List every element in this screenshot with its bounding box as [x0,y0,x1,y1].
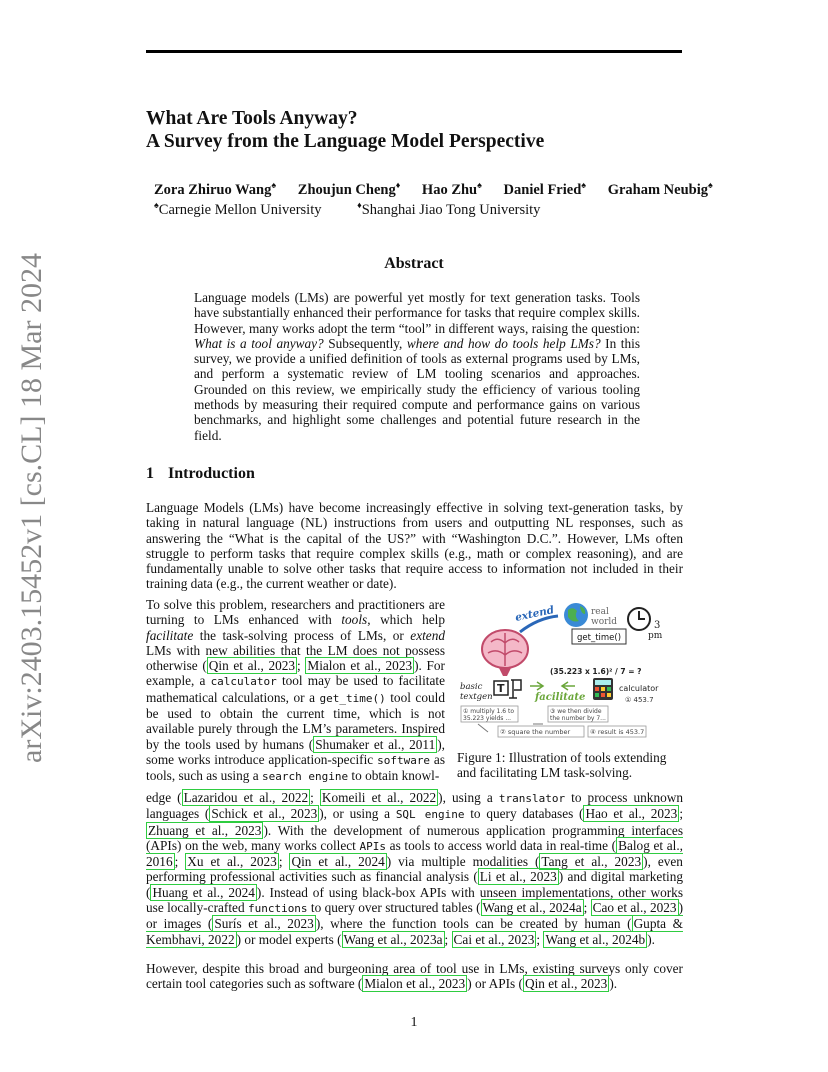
equation-label: (35.223 x 1.6)² / 7 = ? [550,667,642,676]
intro-paragraph-2: To solve this problem, researchers and practitioners are turning to LMs enhanced with tools, which help facilitate the task-solving process of LMs, or extend LMs with new abilities that the LM does not possess otherwise ( Qin et al., 2023 ; Mialon et al., 2023 ). For example, a calculator tool may be used to facilitate mathematical calculations, or a get_time() tool could be used to obtain the current time, which is not available purely through the LM’s parameters. Inspired by the tools used by humans ( Shumaker et al., 2011 ), some works introduce application-specific software as tools, such as using a search engine to obtain knowl- [146,597,446,784]
citation-link[interactable]: Tang et al., 2023 [541,854,642,870]
citation-link[interactable]: Gupta & Kembhavi, 2022 [146,916,683,947]
calc-result: ① 453.7 [625,696,654,704]
abstract-heading: Abstract [384,255,444,272]
intro-paragraph-4: However, despite this broad and burgeoning area of tool use in LMs, existing surveys only cover certain tool categories such as software ( Mialon et al., 2023 ) or APIs ( Qin et al., 2023 ). [146,961,683,992]
textgen-label: textgen [460,692,493,702]
title-line-2: A Survey from the Language Model Perspective [146,131,545,152]
step-3-line-2: the number by 7... [550,715,606,722]
citation-link[interactable]: Wang et al., 2024b [545,931,646,947]
citation-link[interactable]: Shumaker et al., 2011 [315,736,436,752]
svg-text:T: T [497,682,505,695]
clock-unit: pm [648,631,663,641]
facilitate-label: facilitate [535,692,586,703]
citation-link[interactable]: Schick et al., 2023 [211,806,318,822]
arxiv-stamp[interactable] [10,253,54,763]
citation-link[interactable]: Komeili et al., 2022 [321,790,437,805]
affiliations [154,200,572,219]
figure-1-illustration [458,598,686,744]
step-1-line-2: 35.223 yields ... [463,715,512,722]
real-label: real [591,607,609,617]
right-arrow-icon [530,682,543,690]
top-rule [146,50,682,53]
citation-link[interactable]: Cai et al., 2023 [453,931,535,947]
author-5: Graham Neubig♠ [607,180,713,198]
left-arrow-icon [562,682,575,690]
author-4: Daniel Fried♠ [503,180,587,198]
text-tool-icon [494,680,521,698]
citation-link[interactable]: Xu et al., 2023 [187,854,277,870]
author-list [154,180,731,199]
world-label: world [591,617,618,627]
citation-link[interactable]: Wang et al., 2024a [482,900,582,916]
section-title: Introduction [168,465,255,482]
citation-link[interactable]: Lazaridou et al., 2022 [183,790,309,805]
intro-paragraph-3: edge ( Lazaridou et al., 2022 ; Komeili et al., 2022 ), using a translator to process unknown languages ( Schick et al., 2023 ), or using a SQL engine to query databases ( Hao et al., 2023 ; Zhuang et al., 2023 ). With the development of numerous application programming interfaces (APIs) on the web, many works collect APIs as tools to access world data in real-time ( Balog et al., 2016 ; Xu et al., 2023 ; Qin et al., 2024 ) via multiple modalities ( Tang et al., 2023 ), even performing professional activities such as financial analysis ( Li et al., 2023 ) and digital marketing ( Huang et al., 2024 ). Instead of using black-box APIs with unseen implementations, other works use locally-crafted functions to query over structured tables ( Wang et al., 2024a ; Cao et al., 2023 ) or images ( Surís et al., 2023 ), where the function tools can be created by human ( Gupta & Kembhavi, 2022 ) or model experts ( Wang et al., 2023a ; Cai et al., 2023 ; Wang et al., 2024b ). [146,790,684,947]
brain-icon [482,630,528,676]
get-time-label: get_time() [577,633,622,643]
citation-link[interactable]: Cao et al., 2023 [592,900,677,916]
arxiv-id[interactable]: arXiv:2403.15452v1 [cs.CL] 18 Mar 2024 [15,253,48,763]
author-1: Zora Zhiruo Wang♠ [154,180,277,198]
clock-icon [628,608,650,630]
citation-link[interactable]: Qin et al., 2023 [524,976,608,992]
step-2-label: ② square the number [500,728,571,736]
citation-link[interactable]: Huang et al., 2024 [152,884,255,900]
title-line-1: What Are Tools Anyway? [146,108,358,129]
extend-label: extend [514,603,556,624]
citation-link[interactable]: Zhuang et al., 2023 [148,822,262,838]
section-number: 1 [146,465,154,482]
calculator-label: calculator [619,684,659,693]
paper-title [146,107,544,153]
section-heading [146,465,255,483]
citation-link[interactable]: Wang et al., 2023a [343,931,443,947]
page-number: 1 [410,1015,418,1030]
affiliation-2: ♦Shanghai Jiao Tong University [357,200,541,218]
basic-label: basic [460,682,483,692]
step-4-label: ④ result is 453.7 [590,728,645,736]
author-2: Zhoujun Cheng♦ [297,180,401,198]
clock-hour: 3 [654,620,661,631]
citation-link[interactable]: Qin et al., 2024 [291,854,385,870]
step-1-line-1: ① multiply 1.6 to [463,708,515,715]
citation-link[interactable]: Surís et al., 2023 [214,916,314,932]
citation-link[interactable]: Mialon et al., 2023 [364,976,466,992]
intro-paragraph-1: Language Models (LMs) have become increasingly effective in solving text-generation tasks, by taking in natural language (NL) instructions from users and outputting NL responses, such as answering the “What is the capital of the US?” with “Washington D.C.”. However, LMs often struggle to perform tasks that require complex skills (e.g., math or complex reasoning), and are fundamentally unable to solve other tasks that require access to information not included in their training data (e.g., the current weather or date). [146,500,683,592]
abstract-text: Language models (LMs) are powerful yet mostly for text generation tasks. Tools have substantially enhanced their performance for tasks that require complex skills. However, many works adopt the term “tool” in different ways, raising the question: What is a tool anyway? Subsequently, where and how do tools help LMs? In this survey, we provide a unified definition of tools as external programs used by LMs, and perform a systematic review of LM tooling scenarios and approaches. Grounded on this review, we empirically study the efficiency of various tooling methods by measuring their required compute and performance gains on various benchmarks, and highlight some challenges and potential future research in the field. [194,290,641,443]
citation-link[interactable]: Li et al., 2023 [479,869,557,885]
figure-1-caption: Figure 1: Illustration of tools extending and facilitating LM task-solving. [457,750,667,781]
author-3: Hao Zhu♠ [421,180,482,198]
citation-link[interactable]: Balog et al., 2016 [146,837,683,870]
affiliation-1: ♠Carnegie Mellon University [154,200,322,218]
citation-link[interactable]: Mialon et al., 2023 [307,658,413,674]
globe-icon [564,603,588,627]
calculator-icon [593,678,613,700]
step-3-line-1: ③ we then divide [550,708,602,715]
citation-link[interactable]: Qin et al., 2023 [208,658,296,674]
citation-link[interactable]: Hao et al., 2023 [585,806,678,822]
